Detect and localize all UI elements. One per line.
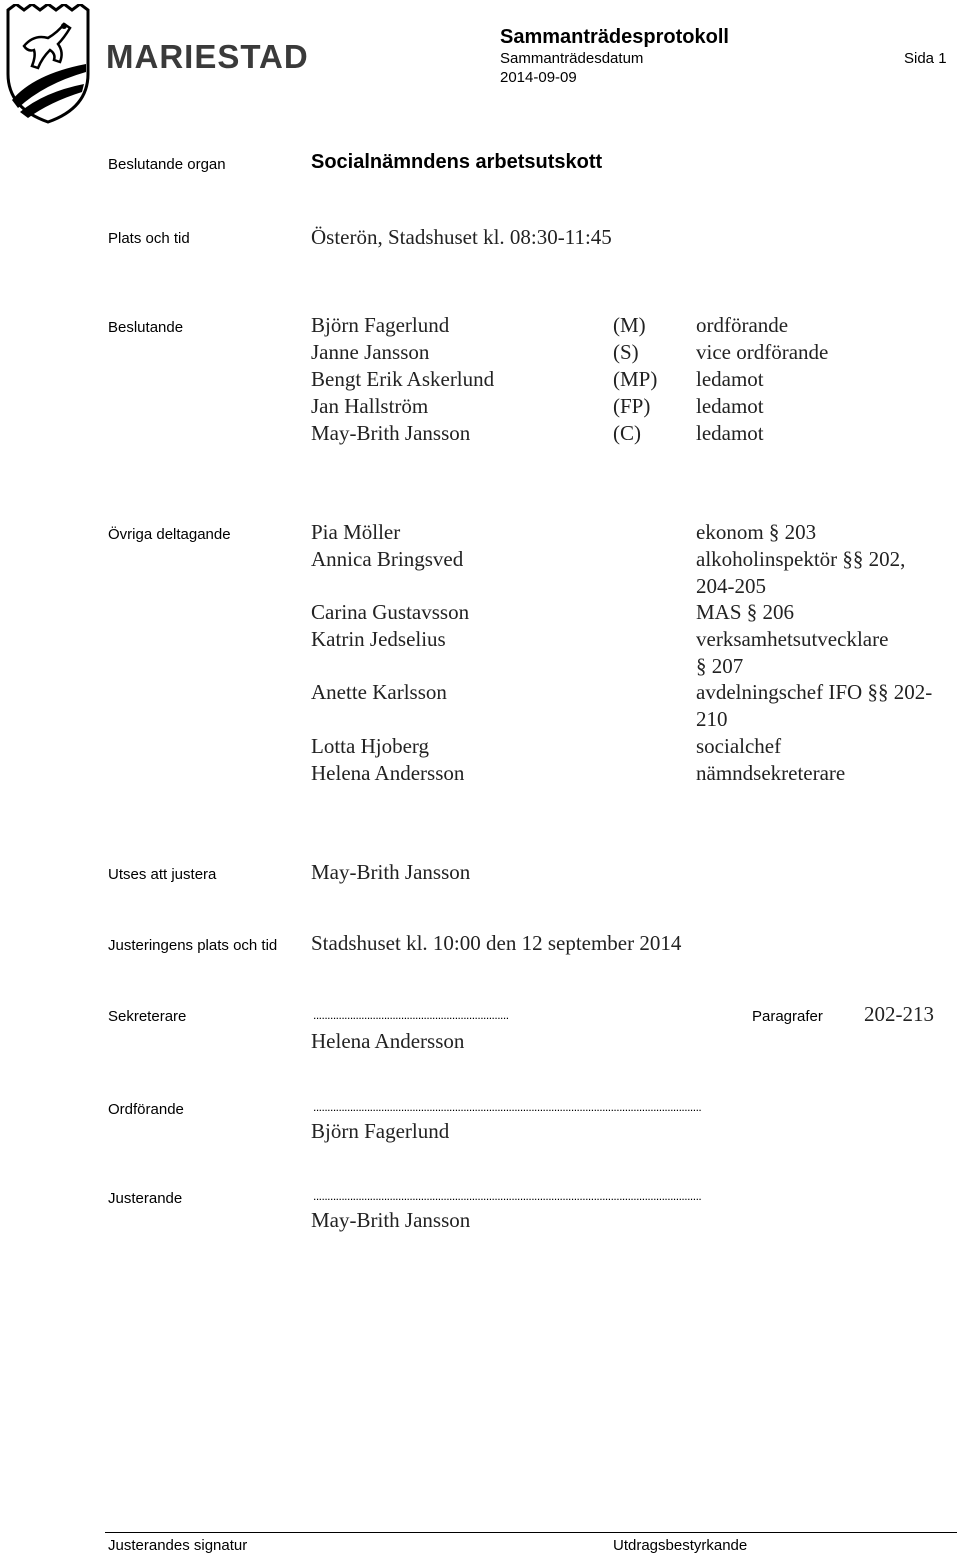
adjuster-appointed-value: May-Brith Jansson (311, 860, 471, 884)
others-label: Övriga deltagande (108, 526, 231, 543)
participant-name: Lotta Hjoberg (311, 734, 430, 758)
decider-name: May-Brith Jansson (311, 421, 471, 445)
participant-role: verksamhetsutvecklare (696, 627, 889, 651)
footer-signature-label: Justerandes signatur (108, 1537, 248, 1554)
decider-role: ledamot (696, 394, 764, 418)
paragraphs-label: Paragrafer (752, 1008, 823, 1025)
coat-of-arms-icon (4, 4, 94, 124)
decider-name: Bengt Erik Askerlund (311, 367, 495, 391)
place-value: Österön, Stadshuset kl. 08:30-11:45 (311, 225, 612, 249)
page-number: Sida 1 (904, 50, 947, 67)
decider-name: Janne Jansson (311, 340, 430, 364)
chair-label: Ordförande (108, 1101, 184, 1118)
decider-role: vice ordförande (696, 340, 829, 364)
adjustment-place-value: Stadshuset kl. 10:00 den 12 september 2014 (311, 931, 682, 955)
meeting-date-value: 2014-09-09 (500, 69, 577, 86)
document-title: Sammanträdesprotokoll (500, 26, 729, 48)
meeting-date-label: Sammanträdesdatum (500, 50, 644, 67)
decider-name: Björn Fagerlund (311, 313, 450, 337)
adjuster-label: Justerande (108, 1190, 183, 1207)
secretary-label: Sekreterare (108, 1008, 187, 1025)
participant-role-cont: § 207 (696, 654, 744, 678)
secretary-name: Helena Andersson (311, 1029, 465, 1053)
footer-certification-label: Utdragsbestyrkande (613, 1537, 748, 1554)
participant-role: ekonom § 203 (696, 520, 817, 544)
participant-role: avdelningschef IFO §§ 202- (696, 680, 933, 704)
decider-party: (C) (613, 421, 641, 445)
participant-role: alkoholinspektör §§ 202, (696, 547, 906, 571)
participant-role-cont: 204-205 (696, 574, 766, 598)
place-label: Plats och tid (108, 230, 190, 247)
participant-role-cont: 210 (696, 707, 728, 731)
decider-role: ordförande (696, 313, 789, 337)
organ-label: Beslutande organ (108, 156, 226, 173)
decider-party: (M) (613, 313, 646, 337)
decider-role: ledamot (696, 367, 764, 391)
participant-name: Pia Möller (311, 520, 401, 544)
adjuster-appointed-label: Utses att justera (108, 866, 217, 883)
adjustment-place-label: Justeringens plats och tid (108, 937, 278, 954)
organ-value: Socialnämndens arbetsutskott (311, 151, 603, 173)
chair-signature-line: ......................................................................................................................................... (313, 1100, 702, 1114)
participant-name: Carina Gustavsson (311, 600, 470, 624)
decider-party: (FP) (613, 394, 651, 418)
adjuster-signature-line: ......................................................................................................................................... (313, 1189, 702, 1203)
chair-name: Björn Fagerlund (311, 1119, 450, 1143)
secretary-signature-line: ..................................................................... (313, 1008, 509, 1022)
adjuster-name: May-Brith Jansson (311, 1208, 471, 1232)
municipal-logo (4, 4, 309, 124)
participant-name: Annica Bringsved (311, 547, 464, 571)
decider-party: (MP) (613, 367, 658, 391)
participant-role: socialchef (696, 734, 782, 758)
decider-party: (S) (613, 340, 639, 364)
footer-divider (105, 1532, 957, 1533)
decider-role: ledamot (696, 421, 764, 445)
deciders-label: Beslutande (108, 319, 184, 336)
participant-role: nämndsekreterare (696, 761, 846, 785)
participant-name: Katrin Jedselius (311, 627, 446, 651)
participant-name: Helena Andersson (311, 761, 465, 785)
logo-wordmark: MARIESTAD (106, 38, 309, 75)
participant-role: MAS § 206 (696, 600, 795, 624)
paragraphs-value: 202-213 (864, 1002, 934, 1026)
participant-name: Anette Karlsson (311, 680, 447, 704)
decider-name: Jan Hallström (311, 394, 429, 418)
